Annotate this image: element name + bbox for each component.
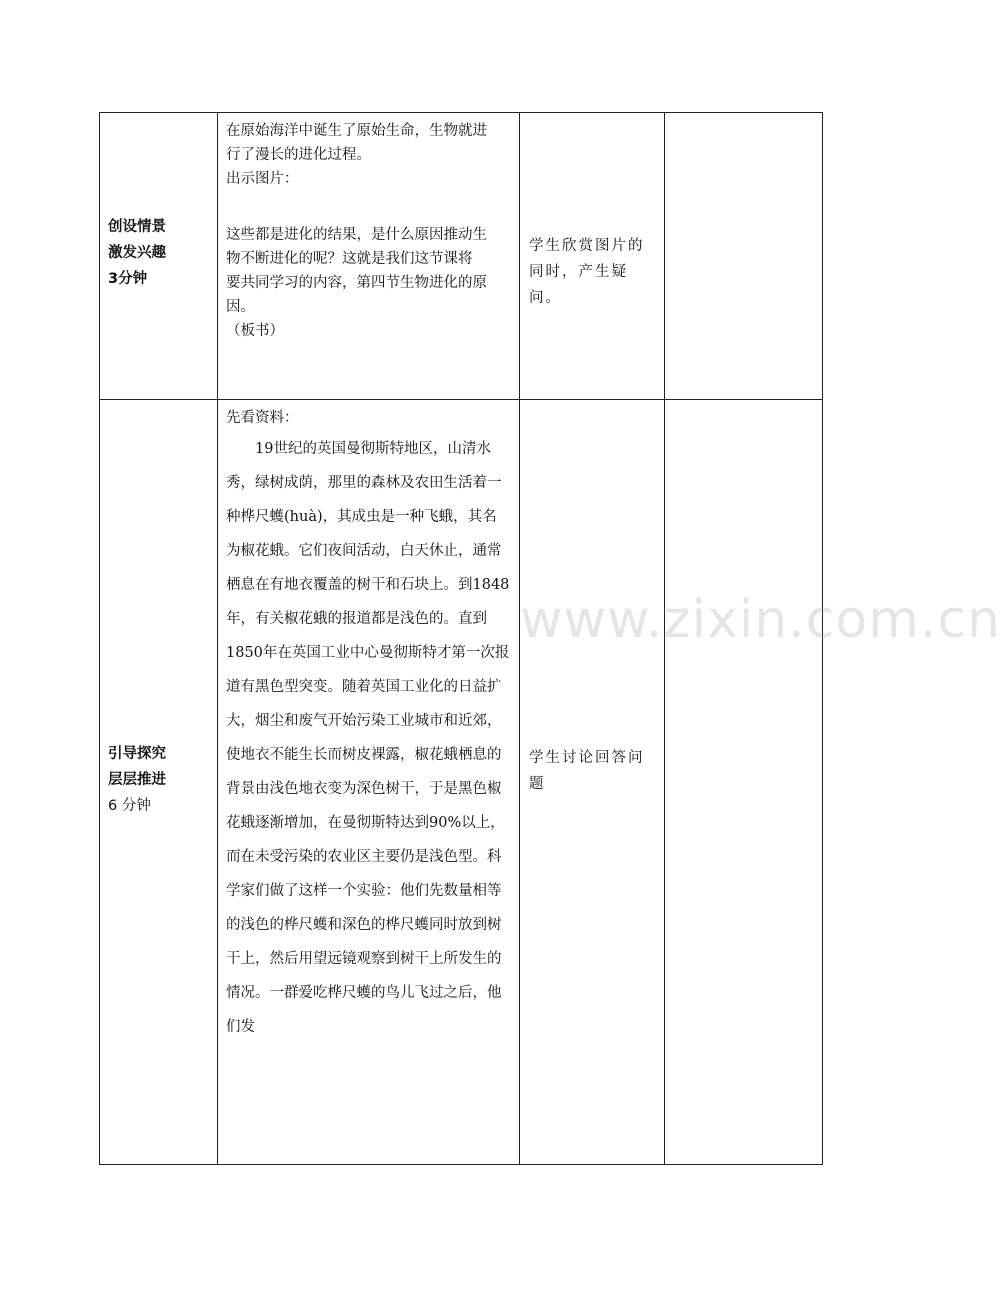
- note-cell: [665, 113, 823, 400]
- teacher-intro: 先看资料：: [226, 410, 299, 426]
- stage-label: [108, 741, 166, 819]
- teacher-text-line: 行了漫长的进化过程。: [226, 147, 371, 163]
- stage-label: [108, 214, 166, 292]
- stage-title-line-1: 创设情景: [108, 219, 166, 235]
- table-row: [100, 113, 823, 400]
- stage-title-line-1: 引导探究: [108, 746, 166, 762]
- stage-cell: [100, 113, 218, 400]
- teacher-text-line: 物不断进化的呢？这就是我们这节课将: [226, 251, 473, 267]
- teacher-text-line: 要共同学习的内容，第四节生物进化的原: [226, 275, 487, 291]
- student-activity-cell: [520, 400, 665, 1165]
- student-activity-text: 学生讨论回答问题: [529, 750, 645, 792]
- watermark: www.zixin.com.cn: [520, 590, 1001, 650]
- stage-duration: 3分钟: [108, 271, 148, 287]
- stage-title-line-2: 激发兴趣: [108, 245, 166, 261]
- teacher-activity-cell: [218, 400, 520, 1165]
- image-placeholder-gap: [226, 191, 511, 223]
- teacher-text-line: 这些都是进化的结果，是什么原因推动生: [226, 227, 487, 243]
- teacher-text-line: 在原始海洋中诞生了原始生命，生物就进: [226, 123, 487, 139]
- stage-duration: 6 分钟: [108, 798, 151, 814]
- reading-material-paragraph: 19世纪的英国曼彻斯特地区，山清水秀，绿树成荫，那里的森林及农田生活着一种桦尺蠖(huà)，其成虫是一种飞蛾，其名为椒花蛾。它们夜间活动，白天休止，通常栖息在有地衣覆盖的树干和石块上。到1848年，有关椒花蛾的报道都是浅色的。直到1850年在英国工业中心曼彻斯特才第一次报道有黑色型突变。随着英国工业化的日益扩大，烟尘和废气开始污染工业城市和近郊，使地衣不能生长而树皮裸露，椒花蛾栖息的背景由浅色地衣变为深色树干，于是黑色椒花蛾逐渐增加，在曼彻斯特达到90%以上，而在未受污染的农业区主要仍是浅色型。科学家们做了这样一个实验：他们先数量相等的浅色的桦尺蠖和深色的桦尺蠖同时放到树干上，然后用望远镜观察到树干上所发生的情况。一群爱吃桦尺蠖的鸟儿飞过之后，他们发: [226, 441, 510, 1035]
- stage-title-line-2: 层层推进: [108, 772, 166, 788]
- student-activity-cell: [520, 113, 665, 400]
- teacher-text-line: 出示图片：: [226, 171, 299, 187]
- stage-cell: [100, 400, 218, 1165]
- lesson-plan-table: [99, 112, 823, 1165]
- note-cell: [665, 400, 823, 1165]
- teacher-text-line: 因。: [226, 299, 255, 315]
- table-row: [100, 400, 823, 1165]
- teacher-text-line: （板书）: [226, 323, 284, 339]
- teacher-activity-cell: [218, 113, 520, 400]
- student-activity-text: 学生欣赏图片的同时，产生疑问。: [529, 238, 645, 306]
